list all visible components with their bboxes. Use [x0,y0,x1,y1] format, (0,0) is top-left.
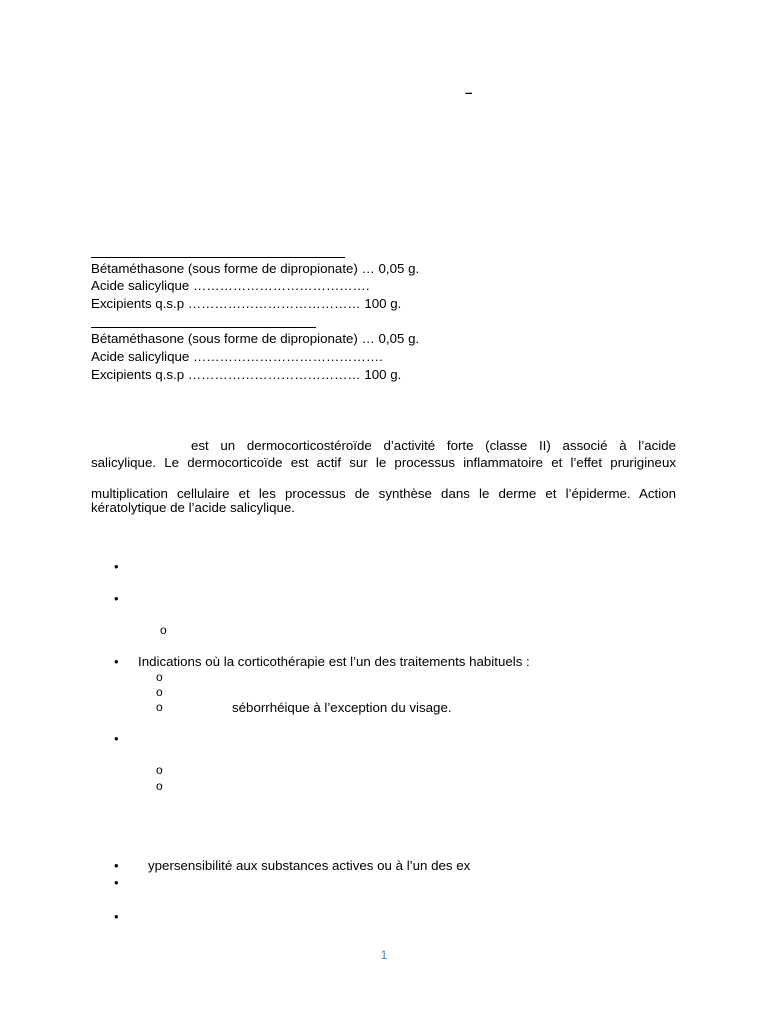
formula-a-line-excipients: Excipients q.s.p ………………………………… 100 g. [91,296,402,311]
formula-a-underline [91,257,345,258]
indications-subbullet-5: o [156,763,163,777]
header-dash: – [465,85,473,100]
pharmacology-line-2: salicylique. Le dermocorticoïde est actif sur le processus inflammatoire et l’effet prurigineux [91,455,676,470]
page-number: 1 [380,948,388,962]
formula-b-underline [91,327,316,328]
formula-b-line-betamethasone: Bétaméthasone (sous forme de dipropionate) … 0,05 g. [91,331,420,346]
pharmacology-line-1: est un dermocorticostéroïde d’activité forte (classe II) associé à l’acide [191,438,676,453]
formula-a-line-salicylic: Acide salicylique …………………………………. [91,278,370,293]
indications-bullet-3: • [114,654,119,669]
indications-bullet-1: • [114,559,119,574]
formula-b-line-excipients: Excipients q.s.p ………………………………… 100 g. [91,367,402,382]
indications-subbullet-2: o [156,670,163,684]
pharmacology-line-3: multiplication cellulaire et les processus de synthèse dans le derme et l’épiderme. Action [91,486,676,501]
contraindications-bullet-1: • [114,858,119,873]
indications-bullet-2: • [114,591,119,606]
indications-bullet-4: • [114,731,119,746]
contraindications-bullet-3: • [114,909,119,924]
indications-subbullet-1: o [160,623,167,637]
contraindications-bullet-2: • [114,875,119,890]
indications-subbullet-3: o [156,685,163,699]
indications-subbullet-4-text: séborrhéique à l’exception du visage. [232,700,452,715]
indications-subbullet-4: o [156,700,163,714]
indications-subbullet-6: o [156,779,163,793]
formula-a-line-betamethasone: Bétaméthasone (sous forme de dipropionate) … 0,05 g. [91,261,420,276]
contraindications-item-1-text: ypersensibilité aux substances actives ou à l’un des ex [148,858,471,873]
formula-b-line-salicylic: Acide salicylique ……………………………………. [91,349,383,364]
pharmacology-line-4: kératolytique de l’acide salicylique. [91,500,295,515]
indications-bullet-3-text: Indications où la corticothérapie est l’un des traitements habituels : [138,654,530,669]
